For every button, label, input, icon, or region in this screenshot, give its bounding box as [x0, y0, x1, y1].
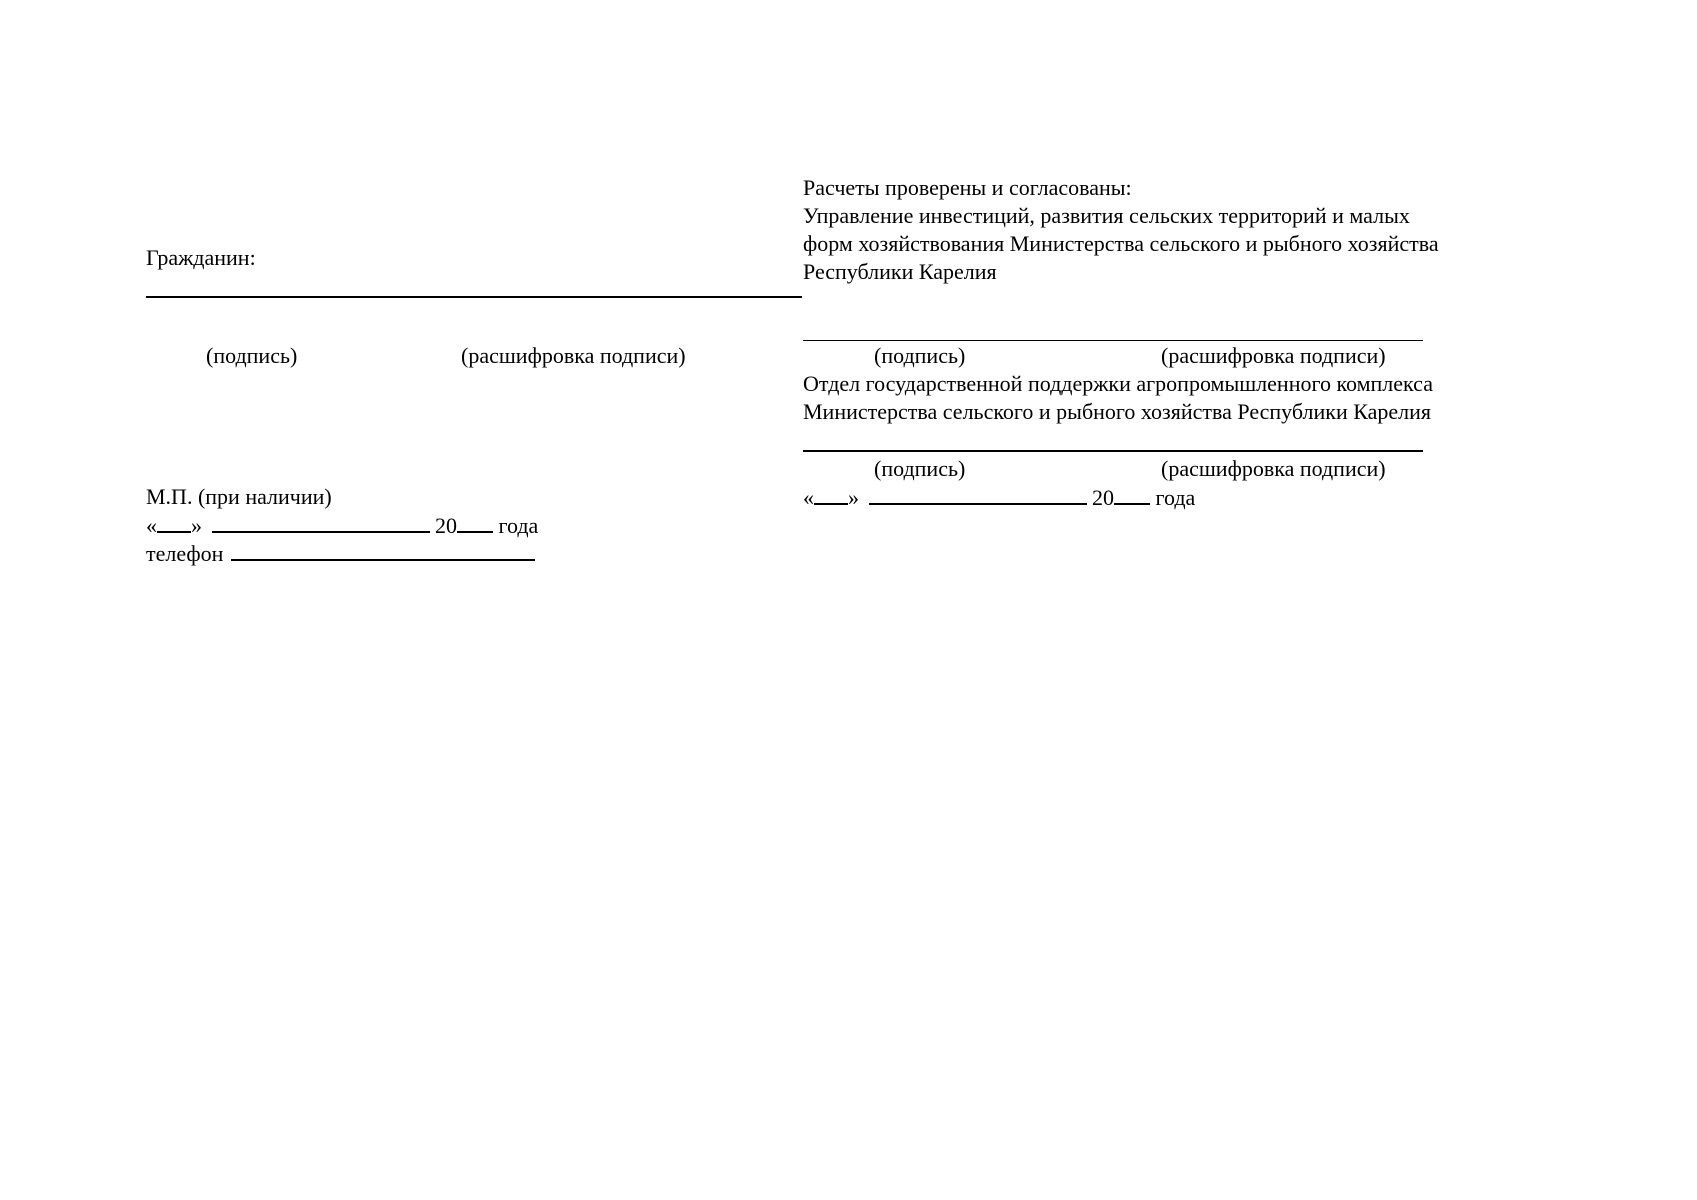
right-date-open-quote: «	[803, 485, 814, 510]
left-year-suffix: года	[498, 513, 539, 538]
stamp-label: М.П. (при наличии)	[146, 484, 332, 509]
left-year-prefix: 20	[435, 513, 457, 538]
right-signature-caption-2: (подпись)	[874, 456, 966, 481]
left-day-blank	[157, 511, 191, 533]
phone-label: телефон	[146, 541, 224, 566]
left-date-close-quote: »	[191, 513, 202, 538]
right-month-blank	[869, 483, 1087, 505]
left-signature-decode-caption: (расшифровка подписи)	[461, 343, 686, 368]
verified-heading: Расчеты проверены и согласованы:	[803, 175, 1132, 200]
right-year-suffix: года	[1155, 485, 1196, 510]
citizen-label: Гражданин:	[146, 245, 256, 270]
phone-blank	[231, 539, 535, 561]
department1-line-2: форм хозяйствования Министерства сельского и рыбного хозяйства	[803, 231, 1439, 256]
citizen-signature-line	[146, 296, 802, 298]
department1-signature-line	[803, 340, 1423, 341]
left-signature-caption: (подпись)	[206, 343, 298, 368]
right-year-prefix: 20	[1092, 485, 1114, 510]
right-year-blank	[1114, 483, 1150, 505]
department2-line-2: Министерства сельского и рыбного хозяйства Республики Карелия	[803, 399, 1432, 424]
left-date-line	[146, 511, 538, 540]
right-day-blank	[814, 483, 848, 505]
department2-signature-line	[803, 450, 1423, 452]
left-month-blank	[212, 511, 430, 533]
department1-line-3: Республики Карелия	[803, 259, 997, 284]
phone-line	[146, 539, 535, 568]
department1-line-1: Управление инвестиций, развития сельских территорий и малых	[803, 203, 1410, 228]
left-date-open-quote: «	[146, 513, 157, 538]
left-year-blank	[457, 511, 493, 533]
right-signature-decode-caption-1: (расшифровка подписи)	[1161, 343, 1386, 368]
right-date-close-quote: »	[848, 485, 859, 510]
department2-line-1: Отдел государственной поддержки агропромышленного комплекса	[803, 371, 1433, 396]
right-signature-caption-1: (подпись)	[874, 343, 966, 368]
right-signature-decode-caption-2: (расшифровка подписи)	[1161, 456, 1386, 481]
right-date-line	[803, 483, 1195, 512]
